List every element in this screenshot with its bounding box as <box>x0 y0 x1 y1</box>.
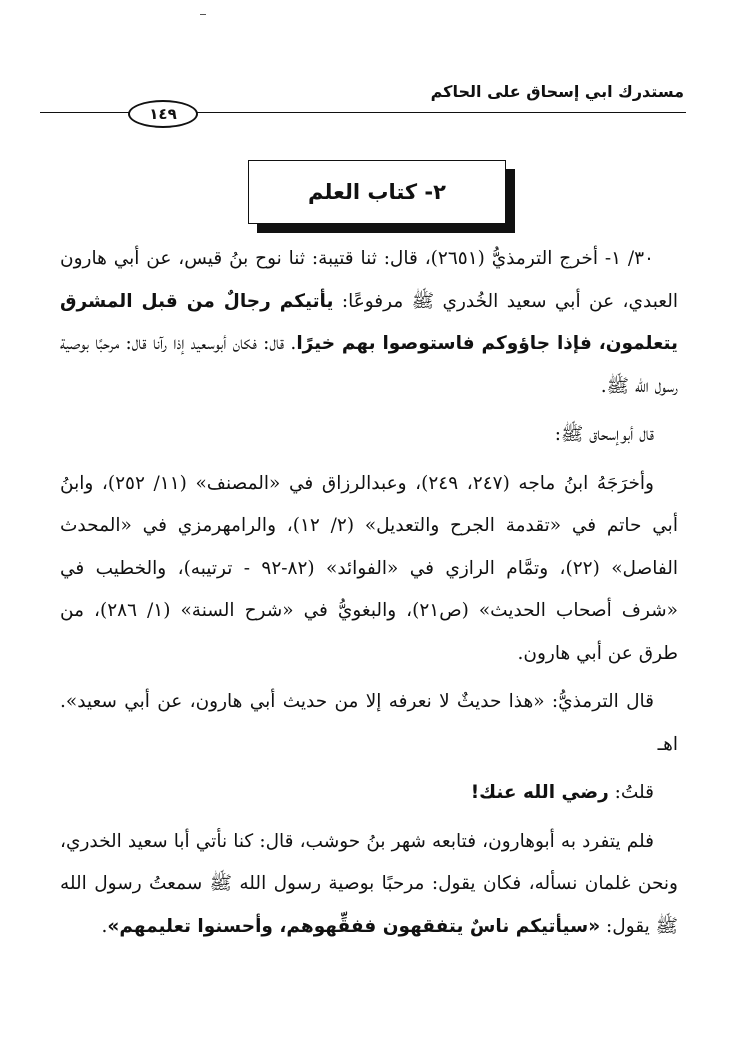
paragraph-mutaba: فلم يتفرد به أبوهارون، فتابعه شهر بنُ حوشب، قال: كنا نأتي أبا سعيد الخدري، ونحن غلمان نسأله، فكان يقول: مرحبًا بوصية رسول الله ﷺ سمعتُ رسول الله ﷺ يقول: «سيأتيكم ناسٌ يتفقهون ففقِّهوهم، وأحسنوا تعليمهم». <box>60 830 678 937</box>
comment-text: رضي الله عنك! <box>470 782 609 803</box>
page-number: ١٤٩ <box>128 100 198 128</box>
chapter-title: ٢- كتاب العلم <box>308 180 446 204</box>
paragraph-author-says: قال أبوإسحاق ﷺ: <box>554 424 654 445</box>
paragraph-tirmidhi: قال الترمذيُّ: «هذا حديثٌ لا نعرفه إلا من حديث أبي هارون، عن أبي سعيد». اهـ <box>60 691 678 755</box>
paragraph-hadith: ٣٠/ ١- أخرج الترمذيُّ (٢٦٥١)، قال: ثنا قتيبة: ثنا نوح بنُ قيس، عن أبي هارون العبدي، عن أبي سعيد الخُدري ﷺ مرفوعًا: يأتيكم رجالٌ من قبل المشرق يتعلمون، فإذا جاؤوكم فاستوصوا بهم خيرًا. قال: فكان أبوسعيد إذا رآنا قال: مرحبًا بوصية رسول الله ﷺ. <box>60 248 679 397</box>
hadith-text-2: «سيأتيكم ناسٌ يتفقهون ففقِّهوهم، وأحسنوا تعليمهم» <box>107 915 601 937</box>
paragraph-takhrij: وأخرَجَهُ ابنُ ماجه (٢٤٧، ٢٤٩)، وعبدالرزاق في «المصنف» (١١/ ٢٥٢)، وابنُ أبي حاتم في «تقدمة الجرح والتعديل» (٢/ ١٢)، والرامهرمزي في «المحدث الفاصل» (٢٢)، وتمَّام الرازي في «الفوائد» (٨٢-٩٢ - ترتيبه)، والخطيب في «شرف أصحاب الحديث» (ص٢١)، والبغويُّ في «شرح السنة» (١/ ٢٨٦)، من طرق عن أبي هارون. <box>60 472 679 664</box>
hadith-text: يأتيكم رجالٌ من قبل المشرق يتعلمون، فإذا جاؤوكم فاستوصوا بهم خيرًا <box>60 290 679 354</box>
running-header: مستدرك ابي إسحاق على الحاكم <box>430 82 684 101</box>
stray-mark <box>200 14 206 15</box>
chapter-title-box <box>248 160 506 224</box>
paragraph-comment: قلتُ: رضي الله عنك! <box>470 782 654 803</box>
body-text <box>60 238 678 954</box>
